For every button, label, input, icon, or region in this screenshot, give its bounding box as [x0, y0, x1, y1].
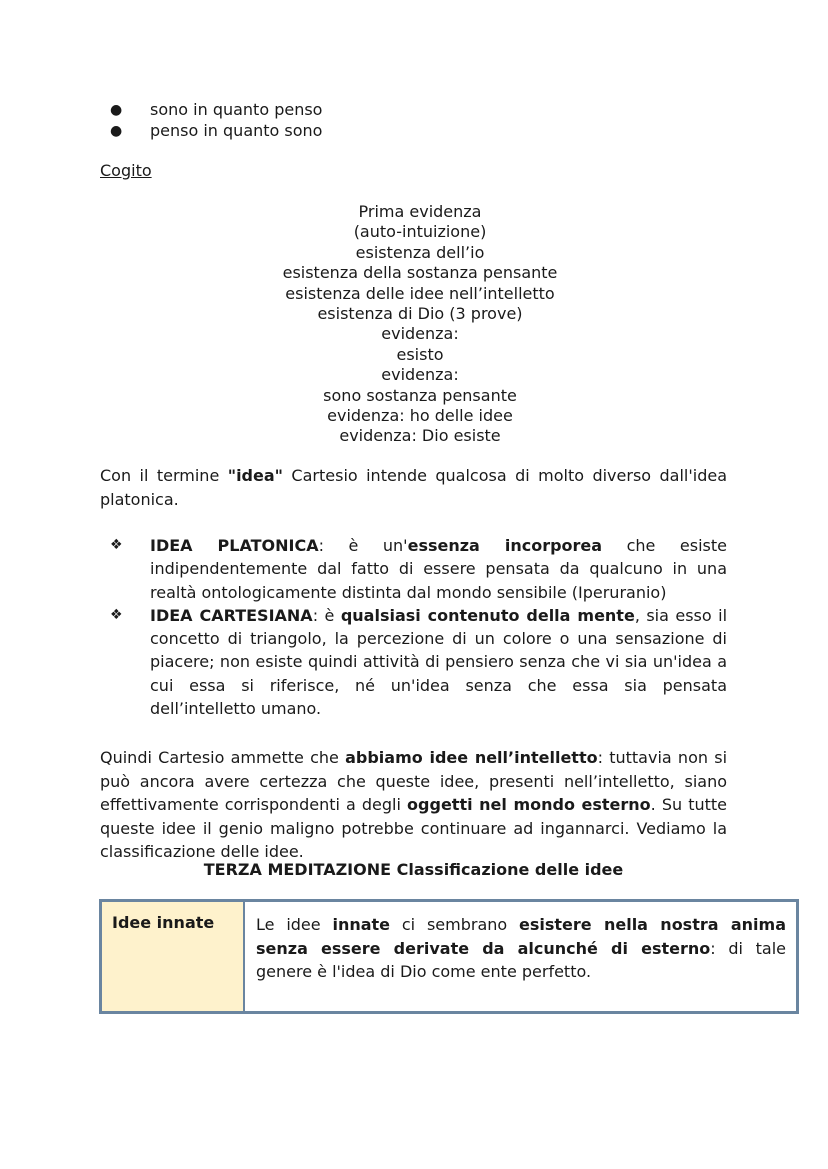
evidence-line: evidenza: [381, 365, 459, 385]
text-run: ci sembrano [390, 915, 520, 934]
evidence-line: evidenza: [381, 324, 459, 344]
diamond-bullet-icon: ❖ [110, 537, 123, 553]
text-run: Cartesio intende qualcosa di molto diverso dall'idea platonica. [100, 466, 728, 509]
idea-classification-table [99, 899, 799, 1014]
text-run: : di tale genere è l'idea di Dio come ente perfetto. [256, 938, 786, 981]
bold-term: qualsiasi contenuto della mente [340, 605, 635, 625]
bold-term: abbiamo idee nell’intelletto [345, 748, 598, 767]
evidence-chain [170, 202, 670, 447]
bold-term: IDEA PLATONICA [150, 536, 319, 555]
evidence-line: esistenza di Dio (3 prove) [317, 303, 523, 323]
bold-term: innate [332, 915, 391, 934]
idea-intro-paragraph [100, 464, 727, 511]
cogito-heading: Cogito [100, 161, 152, 180]
evidence-line: evidenza: ho delle idee [327, 405, 513, 425]
list-item-idea-cartesiana [108, 604, 727, 720]
bold-term: esistere nella nostra anima senza essere derivate da alcunché di esterno [256, 915, 787, 958]
bold-term: "idea" [227, 466, 283, 485]
bullet-dot-icon: ● [110, 122, 123, 139]
evidence-line: esisto [396, 344, 444, 364]
bullet-dot-icon: ● [110, 102, 123, 118]
evidence-line: Prima evidenza [358, 202, 482, 221]
text-run: Le idee [256, 915, 333, 934]
section-title: TERZA MEDITAZIONE Classificazione delle idee [203, 860, 624, 879]
evidence-line: esistenza dell’io [355, 242, 485, 262]
list-item [108, 100, 322, 121]
list-item [108, 121, 322, 142]
evidence-line: esistenza delle idee nell’intelletto [285, 283, 555, 303]
evidence-line: esistenza della sostanza pensante [282, 263, 558, 283]
list-item-text: penso in quanto sono [150, 120, 323, 140]
conclusion-paragraph [100, 746, 727, 864]
idea-definitions-list [108, 534, 727, 720]
bullet-list [108, 100, 322, 141]
text-run: , sia esso il concetto di triangolo, la percezione di un colore o una sensazione di piacere; non esiste quindi attività di pensiero senza che vi sia un'idea a cui essa si riferisce, né un'idea senza che essa sia pensata dell’intelletto umano. [150, 605, 728, 719]
bold-term: IDEA CARTESIANA [150, 605, 313, 625]
list-item-text: sono in quanto penso [150, 100, 323, 119]
list-item-idea-platonica [108, 534, 727, 604]
text-run: che esiste indipendentemente dal fatto di essere pensata da qualcuno in una realtà ontologicamente distinta dal mondo sensibile (Iperuranio) [150, 536, 728, 602]
evidence-line: sono sostanza pensante [323, 385, 517, 405]
diamond-bullet-icon: ❖ [110, 606, 123, 623]
text-run: : è un' [318, 536, 408, 555]
text-run: Con il termine [100, 466, 228, 485]
table-description-cell [245, 902, 796, 1011]
text-run: : è [312, 605, 341, 625]
evidence-line: (auto-intuizione) [353, 222, 487, 242]
evidence-line: evidenza: Dio esiste [339, 426, 501, 446]
text-run: : tuttavia non si può ancora avere certezza che queste idee, presenti nell’intelletto, siano effettivamente corrispondenti a degli [100, 748, 728, 814]
table-label-cell: Idee innate [102, 902, 245, 1011]
bold-term: oggetti nel mondo esterno [407, 795, 651, 814]
text-run: . Su tutte queste idee il genio maligno potrebbe continuare ad ingannarci. Vediamo la classificazione delle idee. [100, 795, 728, 861]
bold-term: essenza incorporea [407, 536, 603, 555]
text-run: Quindi Cartesio ammette che [100, 748, 346, 767]
